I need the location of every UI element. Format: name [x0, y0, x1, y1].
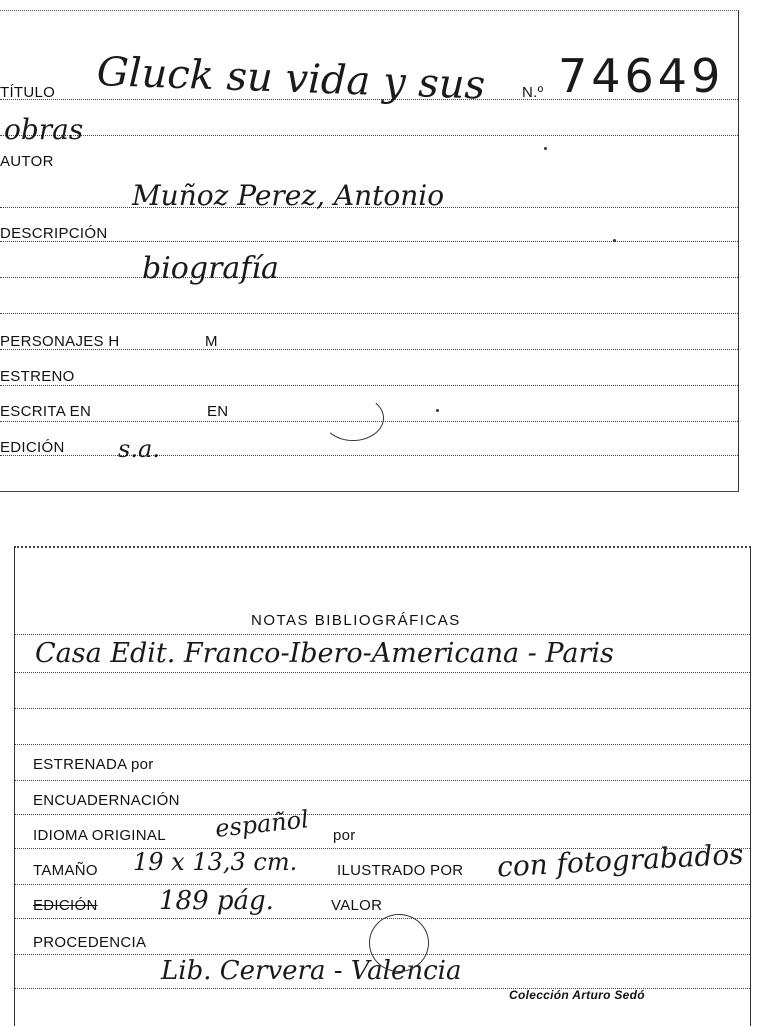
punch-hole — [322, 395, 384, 441]
ruled-line — [15, 672, 750, 673]
titulo-value: Gluck su vida y sus — [96, 49, 486, 109]
numero-value: 74649 — [558, 49, 725, 103]
paginas-value: 189 pág. — [159, 886, 274, 916]
idioma-original-value: español — [213, 805, 310, 843]
idioma-por-label: por — [333, 827, 356, 844]
ilustrado-por-value: con fotograbados — [496, 837, 745, 884]
ruled-line — [15, 634, 750, 635]
tamano-label: TAMAÑO — [33, 862, 98, 879]
coleccion-footer: Colección Arturo Sedó — [509, 988, 645, 1002]
notas-value: Casa Edit. Franco-Ibero-Americana - Paris — [35, 638, 614, 669]
ruled-line — [0, 135, 738, 136]
edicion-label-struck: EDICIÓN — [33, 897, 98, 914]
encuadernacion-label: ENCUADERNACIÓN — [33, 792, 180, 809]
paper-speck — [436, 409, 439, 412]
ruled-line — [15, 708, 750, 709]
ruled-line — [15, 744, 750, 745]
descripcion-label: DESCRIPCIÓN — [0, 225, 108, 242]
estrenada-por-label: ESTRENADA por — [33, 756, 154, 773]
personajes-m-label: M — [205, 333, 218, 350]
paper-speck — [613, 239, 616, 242]
edicion-value: s.a. — [118, 435, 160, 463]
notas-heading: NOTAS BIBLIOGRÁFICAS — [251, 612, 461, 629]
ruled-line — [15, 884, 750, 885]
procedencia-value: Lib. Cervera - Valencia — [161, 956, 462, 986]
punch-hole — [369, 914, 429, 972]
titulo-label: TÍTULO — [0, 84, 56, 101]
catalog-card-back — [14, 546, 751, 1026]
idioma-original-label: IDIOMA ORIGINAL — [33, 827, 166, 844]
ruled-line — [0, 277, 738, 278]
ilustrado-por-label: ILUSTRADO POR — [337, 862, 464, 879]
ruled-line — [0, 313, 738, 314]
autor-label: AUTOR — [0, 153, 54, 170]
descripcion-value: biografía — [142, 251, 279, 286]
estreno-label: ESTRENO — [0, 368, 75, 385]
ruled-line — [15, 780, 750, 781]
ruled-line — [15, 814, 750, 815]
tamano-value: 19 x 13,3 cm. — [133, 848, 298, 876]
numero-label: N.º — [522, 84, 544, 101]
ruled-line — [0, 385, 738, 386]
en-label: EN — [207, 403, 229, 420]
autor-value: Muñoz Perez, Antonio — [132, 179, 445, 212]
paper-speck — [544, 147, 547, 150]
catalog-card-front — [0, 10, 739, 492]
edicion-label: EDICIÓN — [0, 439, 65, 456]
escrita-en-label: ESCRITA EN — [0, 403, 92, 420]
titulo-value-continued: obras — [4, 113, 84, 146]
personajes-h-label: PERSONAJES H — [0, 333, 120, 350]
ruled-line — [0, 455, 738, 456]
valor-label: VALOR — [331, 897, 383, 914]
ruled-line — [0, 241, 738, 242]
procedencia-label: PROCEDENCIA — [33, 934, 147, 951]
